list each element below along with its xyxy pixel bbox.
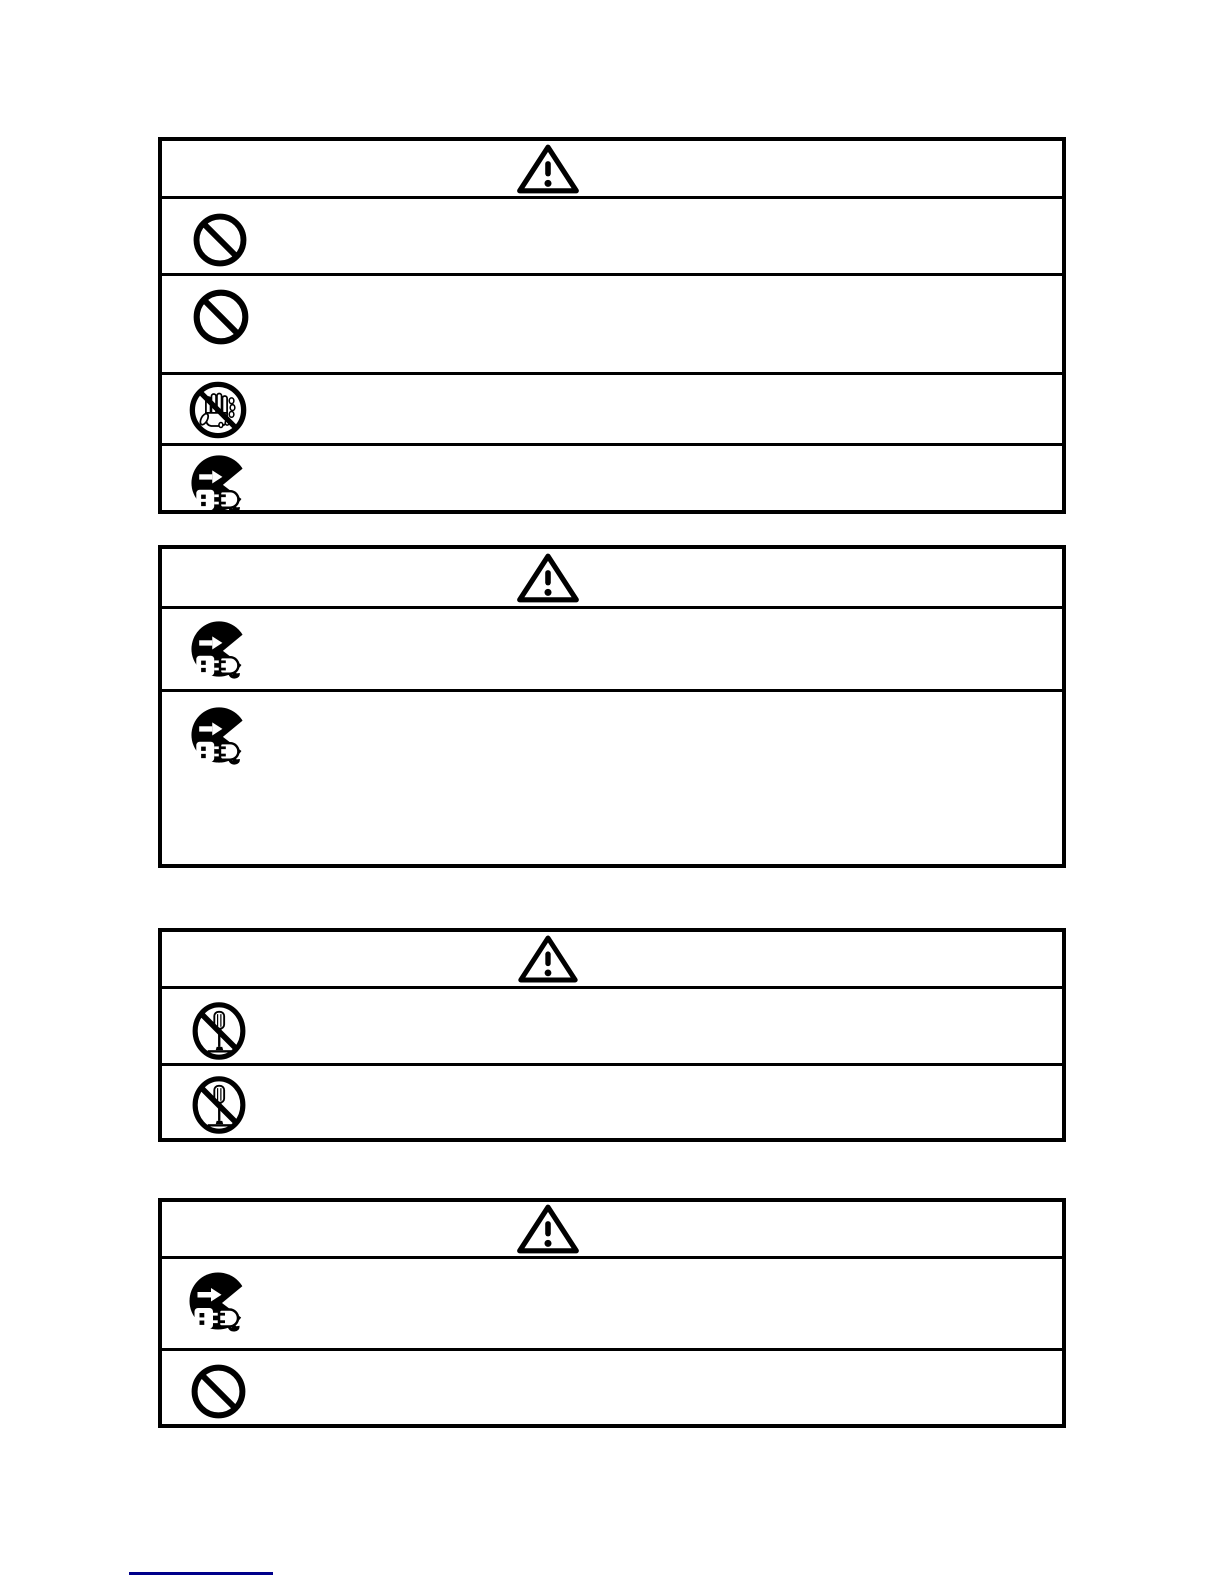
warning-table-1 <box>158 137 1066 514</box>
table-header-row <box>162 1202 1062 1256</box>
prohibition-icon <box>192 288 250 346</box>
table-row <box>162 1063 1062 1138</box>
warning-triangle-icon <box>514 143 582 195</box>
unplug-power-icon <box>188 1270 250 1332</box>
unplug-power-icon <box>190 619 250 679</box>
no-disassemble-icon <box>190 1002 248 1060</box>
unplug-power-icon <box>190 705 250 765</box>
caution-table-3 <box>158 928 1066 1142</box>
table-row <box>162 1256 1062 1348</box>
table-row <box>162 196 1062 273</box>
caution-table-4 <box>158 1198 1066 1428</box>
unplug-power-icon <box>190 453 250 513</box>
table-row <box>162 986 1062 1063</box>
warning-triangle-icon <box>515 934 581 984</box>
table-row <box>162 606 1062 689</box>
no-touch-wet-hands-icon <box>188 380 248 440</box>
table-row <box>162 273 1062 372</box>
table-header-row <box>162 932 1062 986</box>
warning-triangle-icon <box>514 1203 582 1255</box>
prohibition-icon <box>190 1363 247 1420</box>
prohibition-icon <box>192 212 248 268</box>
table-row <box>162 1348 1062 1424</box>
table-row <box>162 443 1062 510</box>
table-header-row <box>162 549 1062 606</box>
warning-triangle-icon <box>514 552 582 604</box>
footnote-rule <box>129 1572 273 1575</box>
warning-table-2 <box>158 545 1066 868</box>
no-disassemble-icon <box>190 1076 248 1134</box>
table-header-row <box>162 141 1062 196</box>
table-row <box>162 689 1062 864</box>
table-row <box>162 372 1062 443</box>
